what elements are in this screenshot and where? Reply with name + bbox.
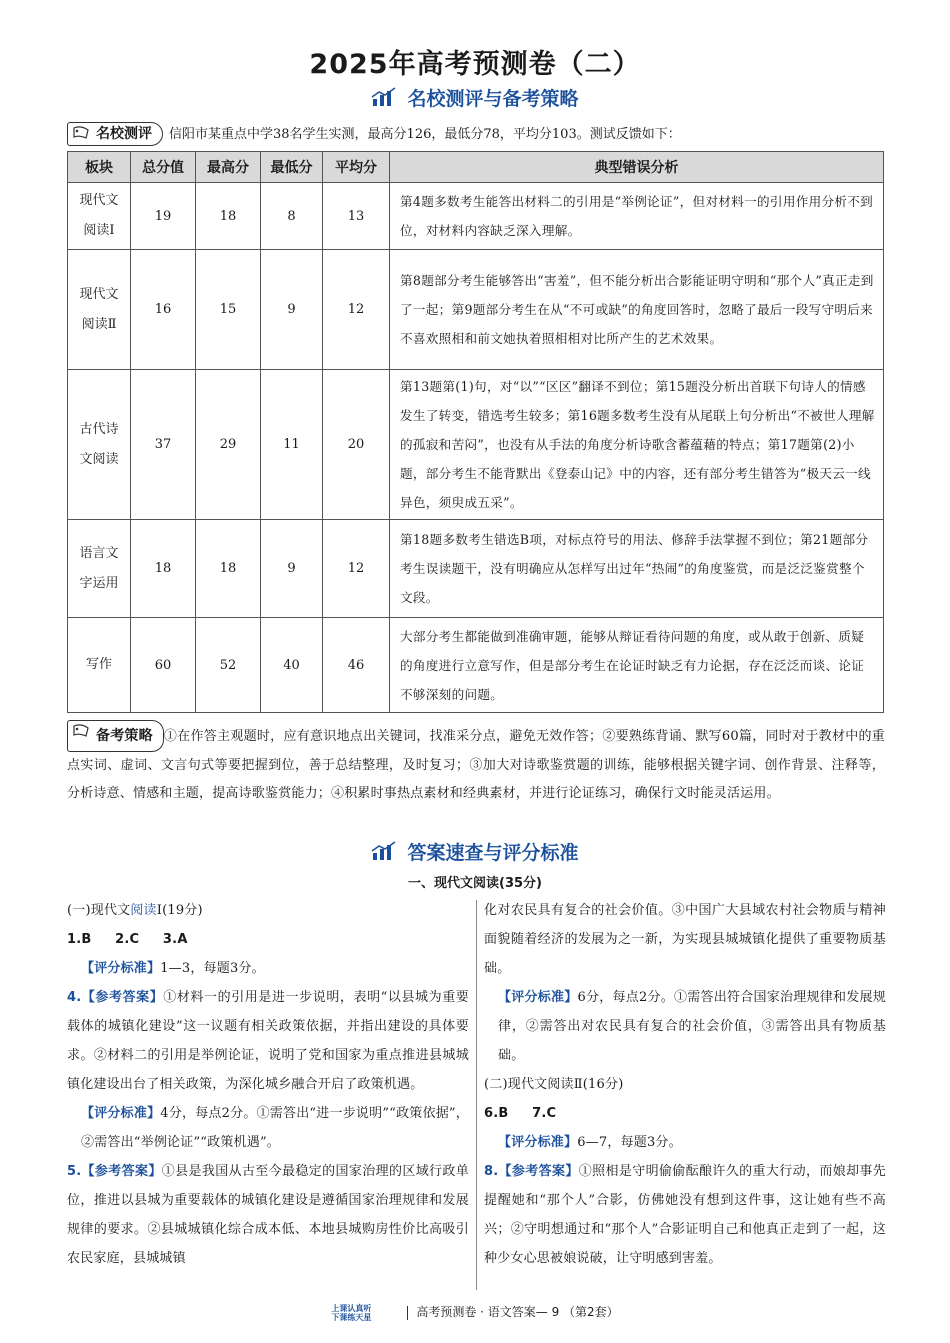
section-title: 答案速查与评分标准: [407, 842, 579, 864]
cell-min: 40: [261, 618, 323, 713]
cell-max: 15: [196, 250, 261, 370]
col-header-min: 最低分: [261, 152, 323, 183]
evaluation-intro: [67, 122, 887, 146]
cell-total: 19: [131, 183, 196, 250]
cell-analysis: 大部分考生都能做到准确审题，能够从辩证看待问题的角度，或从敢于创新、质疑的角度进行立意写作，但是部分考生在论证时缺乏有力论据，存在泛泛而谈、论证不够深刻的问题。: [390, 618, 884, 713]
answer-5-continued: 化对农民具有复合的社会价值。③中国广大县域农村社会物质与精神面貌随着经济的发展为之一新，为实现县城城镇化提供了重要物质基础。: [484, 903, 886, 976]
cell-block: 写作: [68, 618, 131, 713]
col-header-avg: 平均分: [323, 152, 390, 183]
evaluation-tag: 名校测评: [67, 122, 163, 146]
table-row: [68, 618, 884, 713]
cell-total: 16: [131, 250, 196, 370]
cell-max: 52: [196, 618, 261, 713]
cell-avg: 20: [323, 370, 390, 520]
table-row: [68, 250, 884, 370]
cell-min: 9: [261, 250, 323, 370]
cell-block: 现代文阅读Ⅱ: [68, 250, 131, 370]
answer-column-right: [484, 896, 886, 1273]
table-row: [68, 520, 884, 618]
tag-icon: [72, 724, 90, 738]
col-header-block: 板块: [68, 152, 131, 183]
answer-5: 5.【参考答案】①县是我国从古至今最稳定的国家治理的区域行政单位，推进以县城为重要载体的城镇化建设是遵循国家治理规律和发展规律的要求。②县城城镇化综合成本低、本地县城购房性价比高吸引农民家庭，县城城镇: [67, 1164, 469, 1266]
cell-block: 现代文阅读Ⅰ: [68, 183, 131, 250]
cell-analysis: 第8题部分考生能够答出“害羞”，但不能分析出合影能证明守明和“那个人”真正走到了一起；第9题部分考生在从“不可或缺”的角度回答时，忽略了最后一段写守明后来不喜欢照相和前文她执着照相相对比所产生的艺术效果。: [390, 250, 884, 370]
scoring-6-7: 【评分标准】6—7，每题3分。: [498, 1135, 682, 1150]
cell-analysis: 第13题第(1)句，对“以”“区区”翻译不到位；第15题没分析出首联下句诗人的情感发生了转变，错选考生较多；第16题多数考生没有从尾联上句分析出“不被世人理解的孤寂和苦闷”，也没有从手法的角度分析诗歌含蓄蕴藉的特点；第17题第(2)小题，部分考生不能背默出《登泰山记》中的内容，还有部分考生错答为“极天云一线异色，须臾成五采”。: [390, 370, 884, 520]
page-title: 2025年高考预测卷（二）: [309, 49, 641, 80]
strategy-paragraph: [67, 720, 885, 808]
bar-chart-icon: [371, 87, 397, 112]
cell-max: 18: [196, 520, 261, 618]
scoring-4: 【评分标准】4分，每点2分。①需答出“进一步说明”“政策依据”，②需答出“举例论证”“政策机遇”。: [81, 1106, 469, 1150]
cell-block: 古代诗文阅读: [68, 370, 131, 520]
table-header-row: [68, 152, 884, 183]
answer-column-left: [67, 896, 469, 1273]
scoring-1-3: 【评分标准】1—3，每题3分。: [81, 961, 265, 976]
answers-6-7: 6.B 7.C: [484, 1106, 557, 1121]
page-footer: [0, 1303, 950, 1322]
section-header-answers: [0, 838, 950, 866]
answer-4: 4.【参考答案】①材料一的引用是进一步说明，表明“以县城为重要载体的城镇化建设”这一议题有相关政策依据，并指出建设的具体要求。②材料二的引用是举例论证，说明了党和国家为重点推进县城城镇化建设出台了相关政策，为深化城乡融合开启了政策机遇。: [67, 990, 470, 1092]
cell-max: 29: [196, 370, 261, 520]
cell-min: 9: [261, 520, 323, 618]
answer-8: 8.【参考答案】①照相是守明偷偷酝酿许久的重大行动，而娘却事先提醒她和“那个人”合影，仿佛她没有想到这件事，这让她有些不高兴；②守明想通过和“那个人”合影证明自己和他真正走到了一起，这种少女心思被娘说破，让守明感到害羞。: [484, 1164, 886, 1266]
scoring-5: 【评分标准】6分，每点2分。①需答出符合国家治理规律和发展规律，②需答出对农民具有复合的社会价值，③需答出具有物质基础。: [498, 990, 887, 1063]
cell-avg: 13: [323, 183, 390, 250]
cell-total: 37: [131, 370, 196, 520]
strategy-text: ①在作答主观题时，应有意识地点出关键词，找准采分点，避免无效作答；②要熟练背诵、默写60篇，同时对于教材中的重点实词、虚词、文言句式等要把握到位，善于总结整理，及时复习；③加大对诗歌鉴赏题的训练，能够根据关键字词、创作背景、注释等，分析诗意、情感和主题，提高诗歌鉴赏能力；④积累时事热点素材和经典素材，并进行论证练习，确保行文时能灵活运用。: [67, 729, 885, 801]
brand-logo: 上课认真听 下课练天星: [331, 1303, 372, 1322]
cell-avg: 12: [323, 520, 390, 618]
cell-analysis: 第4题多数考生能答出材料二的引用是“举例论证”，但对材料一的引用作用分析不到位，对材料内容缺乏深入理解。: [390, 183, 884, 250]
cell-avg: 46: [323, 618, 390, 713]
sub-heading-reading-2: (二)现代文阅读Ⅱ(16分): [484, 1077, 624, 1092]
bar-chart-icon: [371, 841, 397, 866]
col-header-analysis: 典型错误分析: [390, 152, 884, 183]
score-table: [67, 151, 884, 713]
answers-1-3: 1.B 2.C 3.A: [67, 932, 188, 947]
section-title: 名校测评与备考策略: [407, 88, 579, 110]
cell-block: 语言文字运用: [68, 520, 131, 618]
table-row: [68, 370, 884, 520]
tag-icon: [72, 126, 90, 140]
cell-analysis: 第18题多数考生错选B项，对标点符号的用法、修辞手法掌握不到位；第21题部分考生误读题干，没有明确应从怎样写出过年“热闹”的角度鉴赏，而是泛泛鉴赏整个文段。: [390, 520, 884, 618]
subsection-heading: 一、现代文阅读(35分): [408, 876, 542, 891]
cell-min: 8: [261, 183, 323, 250]
cell-total: 18: [131, 520, 196, 618]
cell-total: 60: [131, 618, 196, 713]
footer-text: 高考预测卷 · 语文答案— 9 （第2套）: [416, 1305, 619, 1319]
column-divider: [476, 900, 477, 1290]
section-header-evaluation: [0, 84, 950, 112]
cell-avg: 12: [323, 250, 390, 370]
table-row: [68, 183, 884, 250]
sub-heading-reading-1: (一)现代文阅读Ⅰ(19分): [67, 903, 203, 918]
cell-max: 18: [196, 183, 261, 250]
col-header-max: 最高分: [196, 152, 261, 183]
cell-min: 11: [261, 370, 323, 520]
evaluation-intro-text: 信阳市某重点中学38名学生实测，最高分126，最低分78，平均分103。测试反馈如下：: [169, 127, 681, 142]
strategy-tag: 备考策略: [67, 720, 164, 752]
col-header-total: 总分值: [131, 152, 196, 183]
